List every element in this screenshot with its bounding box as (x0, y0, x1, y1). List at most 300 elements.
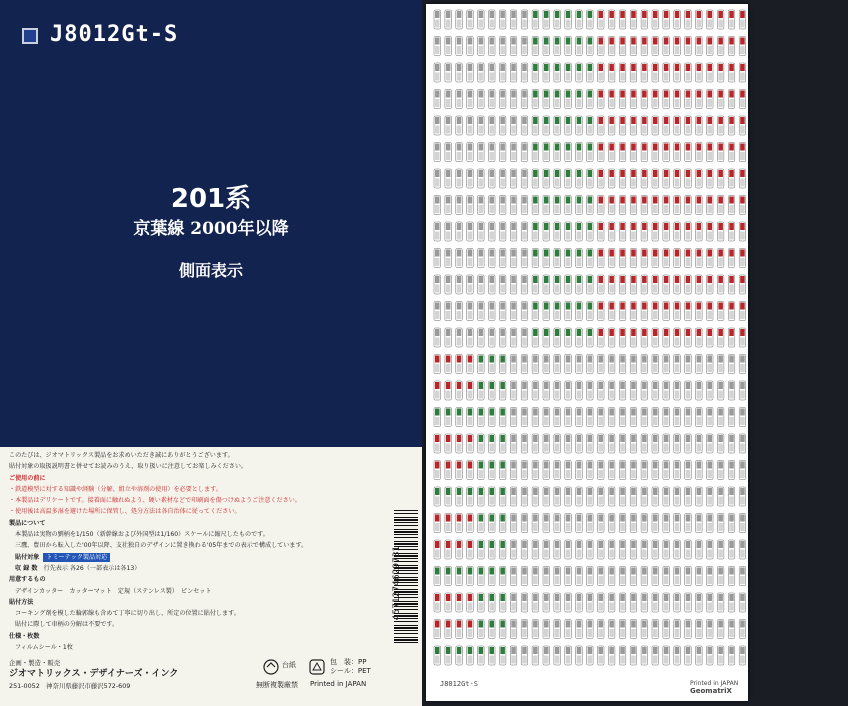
destination-decal (521, 461, 528, 480)
decal-sheet (426, 4, 748, 701)
destination-decal (685, 540, 692, 559)
destination-decal (717, 143, 724, 162)
count-row (9, 563, 389, 574)
destination-decal (434, 328, 441, 347)
destination-decal (499, 275, 506, 294)
destination-decal (543, 249, 550, 268)
destination-decal (510, 620, 517, 639)
destination-decal (608, 646, 615, 665)
destination-decal (663, 328, 670, 347)
destination-decal (587, 63, 594, 82)
destination-decal (445, 355, 452, 374)
destination-decal (456, 408, 463, 427)
destination-decal (717, 646, 724, 665)
destination-decal (510, 381, 517, 400)
destination-decal (619, 90, 626, 109)
destination-decal (499, 116, 506, 135)
destination-decal (717, 487, 724, 506)
destination-decal (608, 514, 615, 533)
destination-decal (456, 10, 463, 29)
destination-decal (434, 143, 441, 162)
copy-notice: 無断複製厳禁 (256, 681, 298, 689)
destination-decal (728, 593, 735, 612)
destination-decal (674, 222, 681, 241)
destination-decal (598, 434, 605, 453)
destination-decal (478, 461, 485, 480)
destination-decal (685, 567, 692, 586)
destination-decal (445, 487, 452, 506)
destination-decal (543, 275, 550, 294)
destination-decal (663, 63, 670, 82)
destination-decal (532, 222, 539, 241)
destination-decal (663, 275, 670, 294)
destination-decal (489, 514, 496, 533)
destination-decal (707, 143, 714, 162)
destination-decal (707, 275, 714, 294)
destination-decal (467, 567, 474, 586)
destination-decal (565, 249, 572, 268)
destination-decal (489, 116, 496, 135)
destination-decal (685, 514, 692, 533)
destination-decal (685, 646, 692, 665)
line-subtitle: 京葉線 2000年以降 (133, 219, 289, 239)
target-tag: トミーテック製品対応 (43, 553, 110, 562)
destination-decal (663, 540, 670, 559)
destination-decal (630, 567, 637, 586)
destination-decal (587, 514, 594, 533)
destination-decal (717, 302, 724, 321)
destination-decal (510, 222, 517, 241)
destination-decal (685, 169, 692, 188)
destination-decal (521, 646, 528, 665)
destination-decal (467, 514, 474, 533)
destination-decal (641, 328, 648, 347)
destination-decal (652, 37, 659, 56)
destination-decal (456, 328, 463, 347)
destination-decal (532, 275, 539, 294)
destination-decal (543, 143, 550, 162)
destination-decal (587, 646, 594, 665)
destination-decal (576, 63, 583, 82)
destination-decal (554, 169, 561, 188)
destination-decal (489, 487, 496, 506)
destination-decal (696, 461, 703, 480)
destination-decal (565, 37, 572, 56)
destination-decal (587, 37, 594, 56)
destination-decal (499, 381, 506, 400)
destination-decal (576, 646, 583, 665)
spec-line: フィルムシール・1枚 (15, 644, 73, 652)
destination-decal (467, 646, 474, 665)
destination-decal (543, 434, 550, 453)
destination-decal (739, 90, 746, 109)
destination-decal (598, 249, 605, 268)
method-line: コーキング剤を模した輪郭線も含めて丁寧に切り出し、所定の位置に貼付します。 (15, 610, 240, 618)
destination-decal (489, 302, 496, 321)
destination-decal (532, 567, 539, 586)
destination-decal (685, 10, 692, 29)
destination-decal (467, 196, 474, 215)
destination-decal (532, 63, 539, 82)
destination-decal (674, 196, 681, 215)
destination-decal (434, 540, 441, 559)
printed-in: Printed in JAPAN (310, 680, 367, 688)
destination-decal (587, 434, 594, 453)
destination-decal (478, 355, 485, 374)
destination-decal (478, 63, 485, 82)
destination-decal (478, 302, 485, 321)
destination-decal (685, 90, 692, 109)
destination-decal (608, 143, 615, 162)
destination-decal (717, 249, 724, 268)
destination-decal (445, 408, 452, 427)
destination-decal (554, 63, 561, 82)
sheet-printed: Printed in JAPAN (690, 680, 739, 687)
destination-decal (587, 540, 594, 559)
destination-decal (663, 90, 670, 109)
destination-decal (489, 381, 496, 400)
destination-decal (434, 381, 441, 400)
destination-decal (663, 355, 670, 374)
destination-decal (641, 381, 648, 400)
destination-decal (630, 143, 637, 162)
destination-decal (532, 408, 539, 427)
destination-decal (445, 540, 452, 559)
destination-decal (739, 434, 746, 453)
destination-decal (619, 461, 626, 480)
destination-decal (685, 275, 692, 294)
destination-decal (587, 461, 594, 480)
destination-decal (641, 63, 648, 82)
destination-decal (576, 540, 583, 559)
destination-decal (499, 90, 506, 109)
destination-decal (554, 593, 561, 612)
destination-decal (554, 116, 561, 135)
destination-decal (543, 222, 550, 241)
destination-decal (576, 620, 583, 639)
destination-decal (554, 355, 561, 374)
destination-decal (641, 116, 648, 135)
destination-decal (663, 381, 670, 400)
destination-decal (598, 328, 605, 347)
destination-decal (608, 169, 615, 188)
destination-decal (717, 514, 724, 533)
destination-decal (445, 90, 452, 109)
about-heading: 製品について (9, 519, 46, 527)
destination-decal (652, 567, 659, 586)
view-label: 側面表示 (178, 261, 243, 280)
destination-decal (707, 514, 714, 533)
destination-decal (587, 381, 594, 400)
destination-decal (696, 593, 703, 612)
destination-decal (510, 10, 517, 29)
destination-decal (641, 540, 648, 559)
destination-decal (521, 540, 528, 559)
destination-decal (707, 196, 714, 215)
destination-decal (685, 37, 692, 56)
destination-decal (608, 381, 615, 400)
destination-decal (489, 620, 496, 639)
destination-decal (499, 302, 506, 321)
destination-decal (445, 646, 452, 665)
destination-decal (663, 196, 670, 215)
destination-decal (532, 143, 539, 162)
destination-decal (619, 381, 626, 400)
destination-decal (717, 37, 724, 56)
destination-decal (565, 620, 572, 639)
destination-decal (728, 249, 735, 268)
destination-decal (739, 196, 746, 215)
destination-decal (728, 567, 735, 586)
destination-decal (445, 514, 452, 533)
method-line: 貼付に際して車柄の分解は不要です。 (15, 621, 119, 629)
destination-decal (532, 593, 539, 612)
destination-decal (630, 275, 637, 294)
destination-decal (532, 302, 539, 321)
destination-decal (467, 540, 474, 559)
destination-decal (521, 593, 528, 612)
destination-decal (467, 434, 474, 453)
destination-decal (608, 434, 615, 453)
destination-decal (630, 381, 637, 400)
destination-decal (576, 275, 583, 294)
destination-decal (456, 593, 463, 612)
destination-decal (696, 10, 703, 29)
destination-decal (478, 328, 485, 347)
destination-decal (696, 434, 703, 453)
destination-decal (521, 302, 528, 321)
destination-decal (707, 302, 714, 321)
destination-decal (445, 593, 452, 612)
destination-decal (641, 461, 648, 480)
destination-decal (728, 10, 735, 29)
destination-decal (543, 567, 550, 586)
destination-decal (674, 63, 681, 82)
destination-decal (728, 143, 735, 162)
destination-decal (717, 169, 724, 188)
destination-decal (685, 116, 692, 135)
destination-decal (728, 514, 735, 533)
destination-decal (696, 620, 703, 639)
destination-decal (467, 37, 474, 56)
destination-decal (587, 90, 594, 109)
destination-decal (707, 355, 714, 374)
about-line: 三鷹、豊田から転入した'00年以降、支社独自のデザインに置き換わる'05年までの表示で構成しています。 (15, 542, 308, 550)
destination-decal (543, 540, 550, 559)
destination-decal (565, 514, 572, 533)
destination-decal (510, 646, 517, 665)
destination-decal (587, 116, 594, 135)
destination-decal (728, 487, 735, 506)
destination-decal (739, 302, 746, 321)
destination-decal (598, 90, 605, 109)
destination-decal (565, 567, 572, 586)
destination-decal (652, 116, 659, 135)
destination-decal (717, 10, 724, 29)
destination-decal (499, 37, 506, 56)
destination-decal (456, 381, 463, 400)
destination-decal (652, 249, 659, 268)
destination-decal (510, 63, 517, 82)
destination-decal (565, 434, 572, 453)
destination-decal (543, 302, 550, 321)
destination-decal (663, 116, 670, 135)
destination-decal (510, 355, 517, 374)
destination-decal (619, 275, 626, 294)
destination-decal (674, 461, 681, 480)
destination-decal (434, 567, 441, 586)
destination-decal (685, 302, 692, 321)
destination-decal (434, 169, 441, 188)
destination-decal (608, 302, 615, 321)
destination-decal (489, 63, 496, 82)
destination-decal (543, 593, 550, 612)
destination-decal (696, 90, 703, 109)
destination-decal (456, 143, 463, 162)
destination-decal (521, 355, 528, 374)
destination-decal (707, 169, 714, 188)
destination-decal (739, 408, 746, 427)
destination-decal (728, 275, 735, 294)
destination-decal (543, 355, 550, 374)
destination-decal (696, 487, 703, 506)
destination-decal (521, 408, 528, 427)
destination-decal (608, 328, 615, 347)
destination-decal (467, 90, 474, 109)
destination-decal (696, 143, 703, 162)
destination-decal (489, 567, 496, 586)
destination-decal (641, 222, 648, 241)
destination-decal (434, 63, 441, 82)
destination-decal (707, 328, 714, 347)
destination-decal (576, 408, 583, 427)
destination-decal (728, 540, 735, 559)
destination-decal (543, 328, 550, 347)
destination-decal (521, 434, 528, 453)
destination-decal (728, 63, 735, 82)
destination-decal (467, 302, 474, 321)
seal-material: シール：PET (330, 667, 371, 675)
destination-decal (630, 328, 637, 347)
destination-decal (674, 249, 681, 268)
destination-decal (478, 567, 485, 586)
destination-decal (663, 620, 670, 639)
destination-decal (456, 540, 463, 559)
destination-decal (467, 487, 474, 506)
destination-decal (554, 408, 561, 427)
destination-decal (608, 355, 615, 374)
destination-decal (652, 487, 659, 506)
destination-decal (652, 408, 659, 427)
destination-decal (652, 381, 659, 400)
destination-decal (576, 90, 583, 109)
destination-decal (554, 646, 561, 665)
destination-decal (739, 116, 746, 135)
destination-decal (532, 646, 539, 665)
destination-decal (674, 620, 681, 639)
product-code: J8012Gt-S (50, 22, 179, 47)
destination-decal (652, 275, 659, 294)
destination-decal (543, 196, 550, 215)
destination-decal (565, 355, 572, 374)
destination-decal (489, 328, 496, 347)
destination-decal (630, 646, 637, 665)
destination-decal (587, 196, 594, 215)
destination-decal (717, 461, 724, 480)
destination-decal (598, 37, 605, 56)
destination-decal (554, 222, 561, 241)
destination-decal (696, 37, 703, 56)
destination-decal (565, 302, 572, 321)
destination-decal (565, 593, 572, 612)
destination-decal (521, 90, 528, 109)
destination-decal (608, 249, 615, 268)
destination-decal (598, 355, 605, 374)
destination-decal (532, 169, 539, 188)
destination-decal (543, 63, 550, 82)
destination-decal (630, 90, 637, 109)
destination-decal (696, 567, 703, 586)
destination-decal (521, 567, 528, 586)
maker-block (9, 658, 178, 691)
destination-decal (641, 514, 648, 533)
destination-decal (717, 355, 724, 374)
destination-decal (674, 169, 681, 188)
destination-decal (707, 646, 714, 665)
destination-decal (532, 116, 539, 135)
destination-decal (434, 408, 441, 427)
destination-decal (663, 249, 670, 268)
destination-decal (630, 63, 637, 82)
destination-decal (554, 567, 561, 586)
destination-decal (707, 10, 714, 29)
destination-decal (456, 487, 463, 506)
destination-decal (598, 275, 605, 294)
destination-decal (554, 37, 561, 56)
destination-decal (685, 381, 692, 400)
destination-decal (685, 143, 692, 162)
destination-decal (707, 116, 714, 135)
destination-decal (663, 37, 670, 56)
destination-decal (630, 10, 637, 29)
destination-decal (478, 434, 485, 453)
destination-decal (587, 275, 594, 294)
destination-decal (499, 620, 506, 639)
destination-decal (652, 355, 659, 374)
destination-decal (674, 408, 681, 427)
destination-decal (456, 169, 463, 188)
destination-decal (499, 143, 506, 162)
destination-decal (728, 461, 735, 480)
destination-decal (630, 540, 637, 559)
destination-decal (608, 567, 615, 586)
destination-decal (685, 593, 692, 612)
destination-decal (467, 116, 474, 135)
destination-decal (510, 196, 517, 215)
destination-decal (532, 461, 539, 480)
destination-decal (630, 196, 637, 215)
destination-decal (587, 487, 594, 506)
destination-decal (707, 620, 714, 639)
barcode-number: 4571274629731 (392, 545, 403, 621)
destination-decal (445, 143, 452, 162)
destination-decal (608, 37, 615, 56)
destination-decal (467, 222, 474, 241)
destination-decal (565, 169, 572, 188)
sheet-maker (690, 680, 748, 695)
destination-decal (717, 620, 724, 639)
destination-decal (608, 63, 615, 82)
